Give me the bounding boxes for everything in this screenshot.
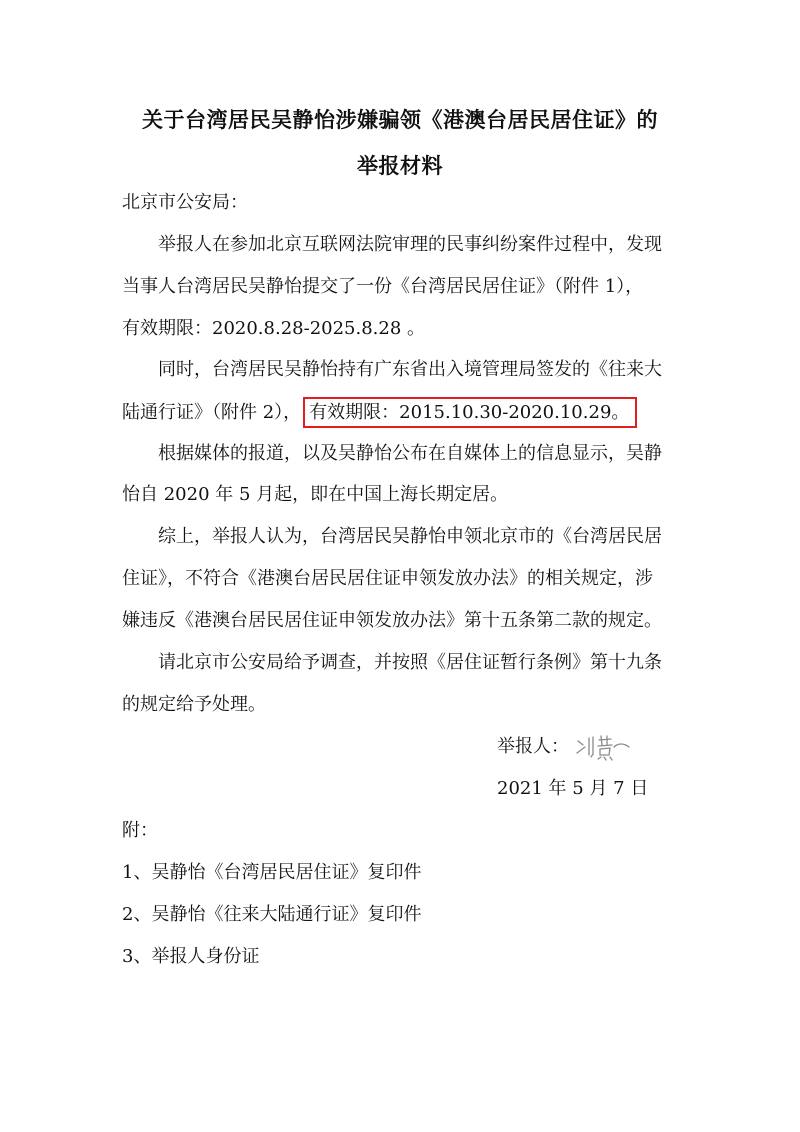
paragraph-2-line-1: 同时，台湾居民吴静怡持有广东省出入境管理局签发的《往来大 — [158, 359, 662, 380]
paragraph-4-line-3: 嫌违反《港澳台居民居住证申领发放办法》第十五条第二款的规定。 — [122, 610, 662, 631]
document-title-line-2: 举报材料 — [357, 154, 443, 178]
paragraph-3-line-2: 怡自 2020 年 5 月起，即在中国上海长期定居。 — [122, 484, 509, 505]
paragraph-1-line-2: 当事人台湾居民吴静怡提交了一份《台湾居民居住证》（附件 1）， — [122, 276, 644, 297]
report-date: 2021 年 5 月 7 日 — [497, 778, 649, 799]
handwritten-signature — [574, 733, 632, 761]
paragraph-4-line-1: 综上，举报人认为，台湾居民吴静怡申领北京市的《台湾居民居 — [158, 526, 662, 547]
document-title-line-1: 关于台湾居民吴静怡涉嫌骗领《港澳台居民居住证》的 — [142, 108, 658, 132]
reporter-label: 举报人： — [497, 736, 569, 757]
paragraph-2-line-2 — [122, 397, 637, 428]
highlighted-validity-period: 有效期限：2015.10.30-2020.10.29。 — [303, 397, 637, 428]
paragraph-4-line-2: 住证》，不符合《港澳台居民居住证申领发放办法》的相关规定，涉 — [122, 568, 653, 589]
attachment-item-1: 1、吴静怡《台湾居民居住证》复印件 — [122, 862, 422, 883]
paragraph-5-line-1: 请北京市公安局给予调查，并按照《居住证暂行条例》第十九条 — [158, 652, 662, 673]
paragraph-3-line-1: 根据媒体的报道，以及吴静怡公布在自媒体上的信息显示，吴静 — [158, 443, 662, 464]
paragraph-2-line-2-prefix: 陆通行证》（附件 2）， — [122, 402, 302, 423]
attachment-item-3: 3、举报人身份证 — [122, 946, 260, 967]
attachments-heading: 附： — [122, 820, 158, 841]
attachment-item-2: 2、吴静怡《往来大陆通行证》复印件 — [122, 904, 422, 925]
paragraph-1-line-1: 举报人在参加北京互联网法院审理的民事纠纷案件过程中，发现 — [158, 234, 662, 255]
salutation: 北京市公安局： — [122, 192, 248, 213]
paragraph-1-line-3: 有效期限：2020.8.28-2025.8.28 。 — [122, 318, 426, 339]
paragraph-5-line-2: 的规定给予处理。 — [122, 694, 266, 715]
